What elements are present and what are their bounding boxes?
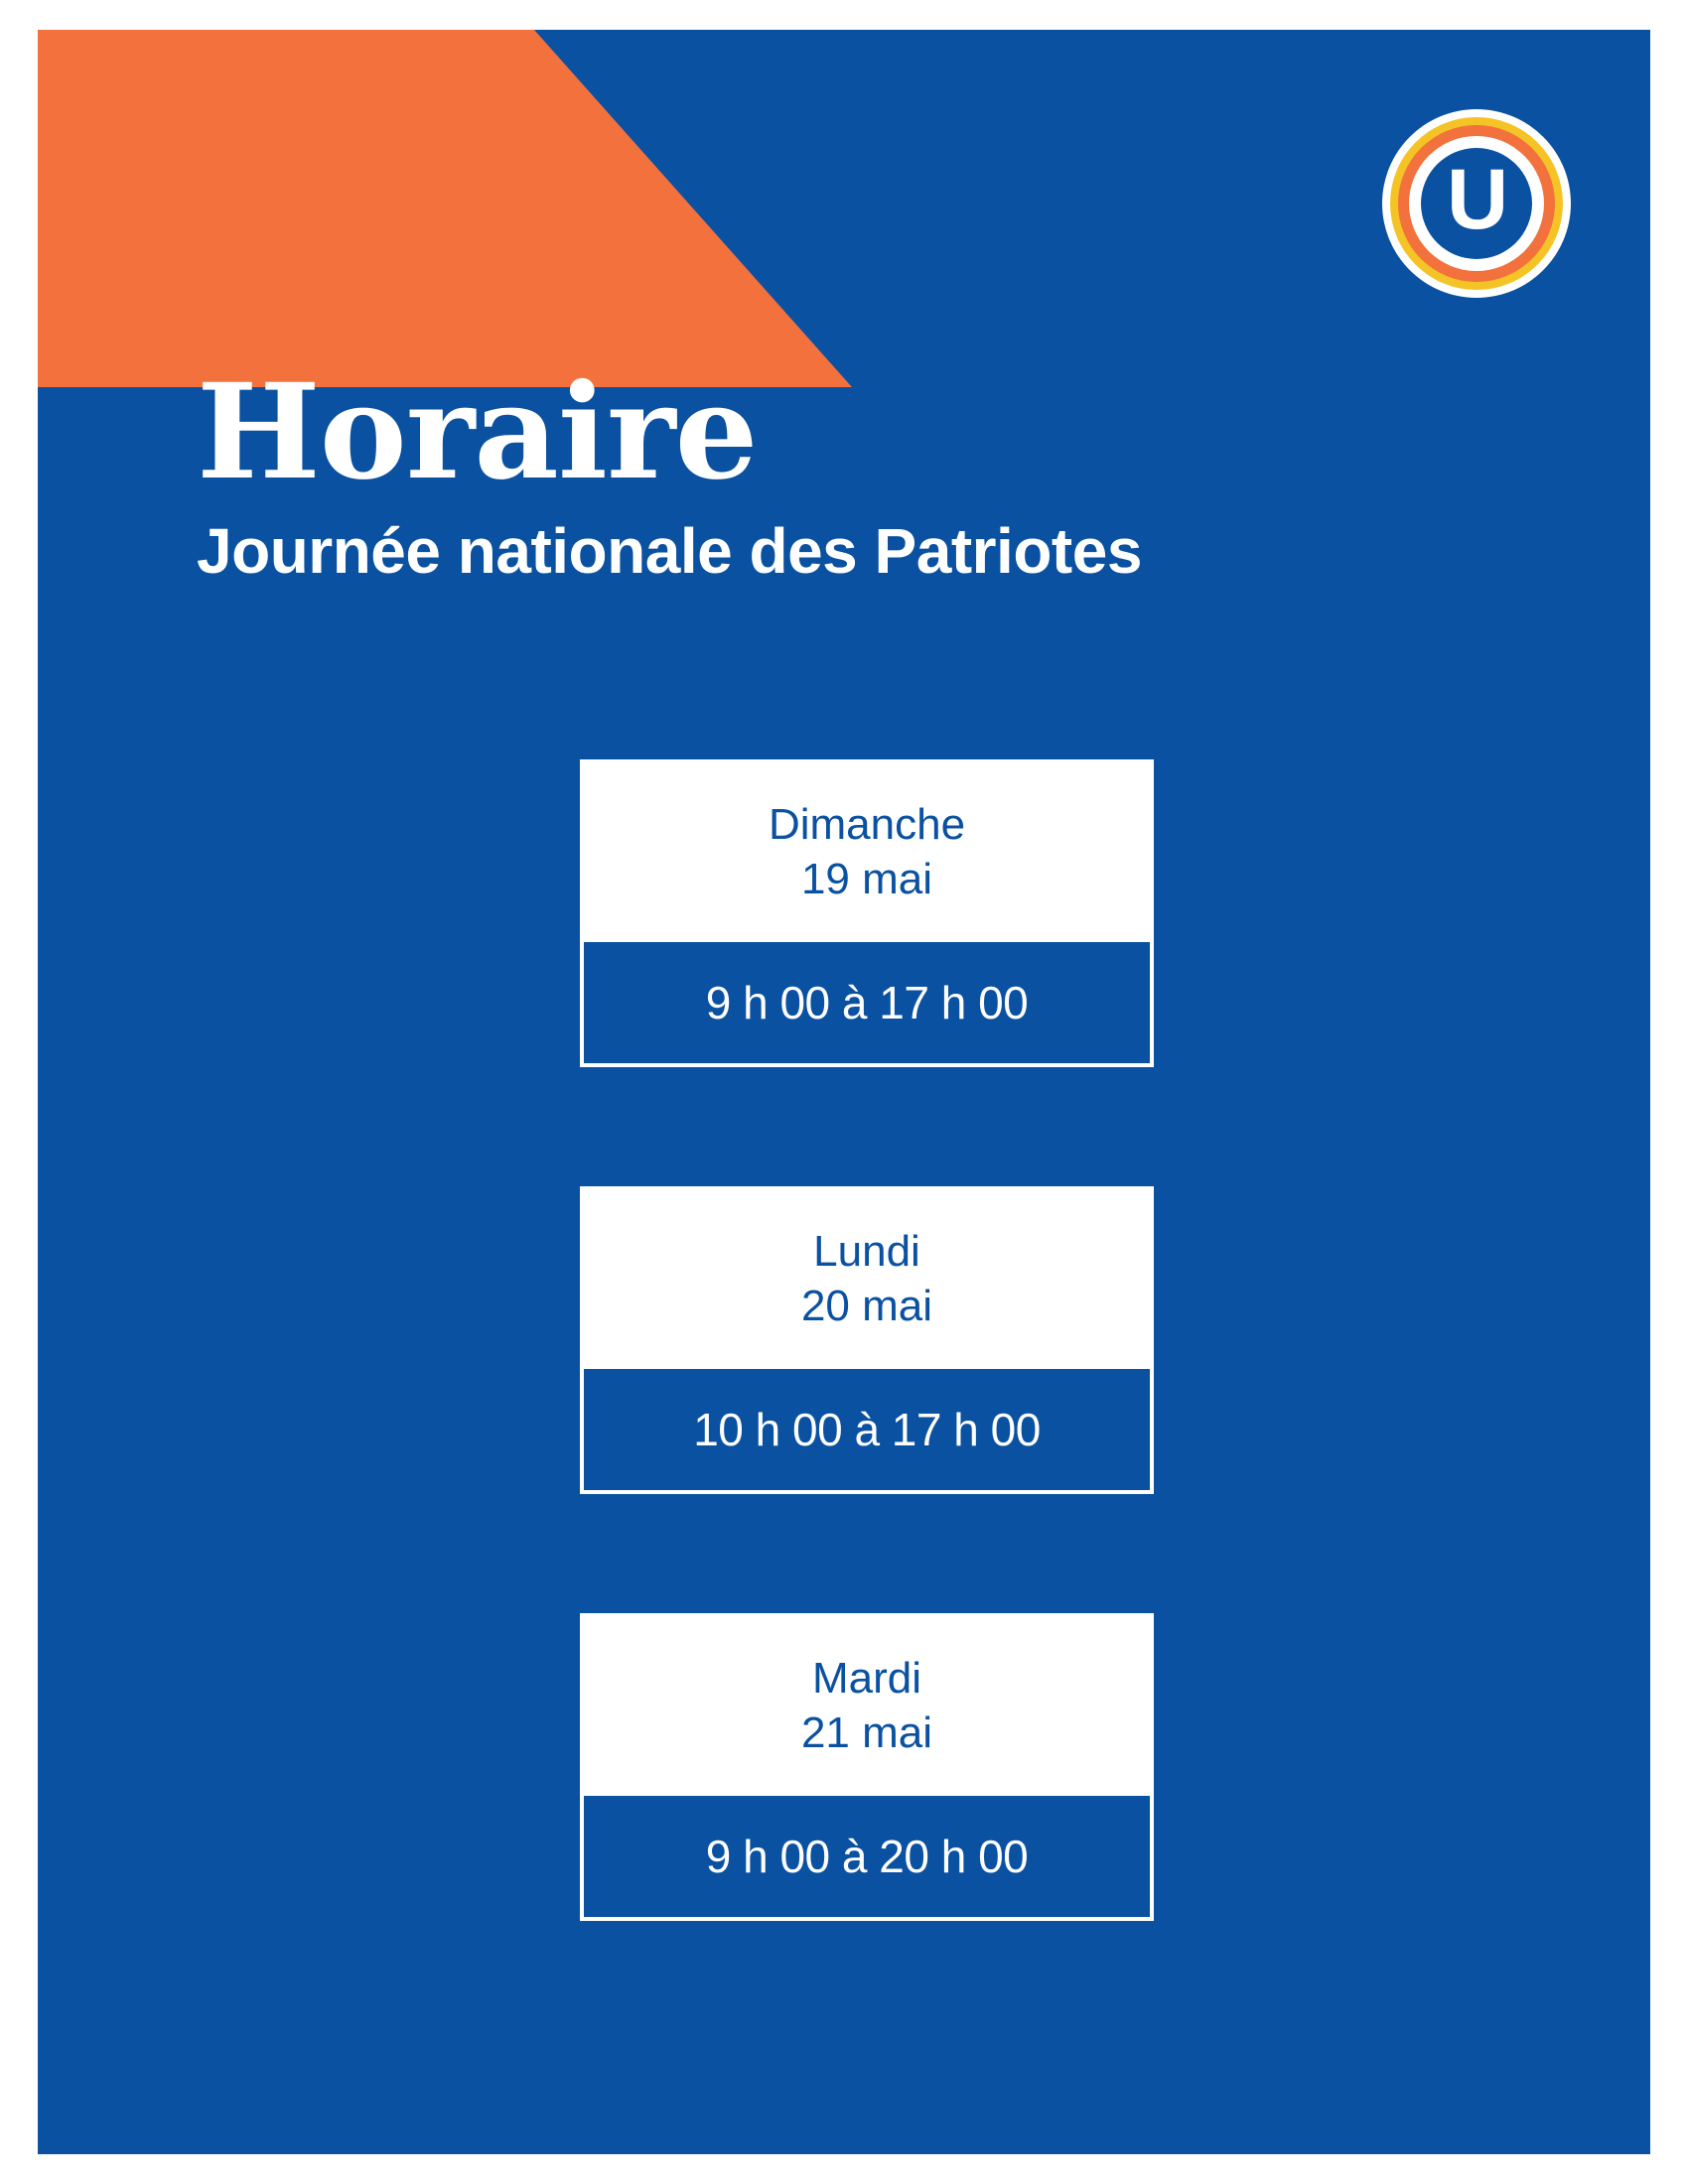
logo-letter: U	[1446, 152, 1507, 247]
universite-logo	[1382, 109, 1571, 298]
title-block	[197, 355, 1487, 587]
schedule-day-header	[580, 1613, 1154, 1796]
schedule-hours: 9 h 00 à 20 h 00	[580, 1796, 1154, 1921]
list-item	[580, 759, 1154, 1067]
day-date: 21 mai	[800, 1708, 933, 1757]
day-name: Dimanche	[768, 800, 966, 849]
orange-corner-decoration	[38, 30, 852, 387]
day-date: 19 mai	[800, 855, 933, 903]
schedule-day-header	[580, 759, 1154, 942]
list-item	[580, 1186, 1154, 1494]
logo-center-disc	[1421, 148, 1532, 259]
schedule-day-header	[580, 1186, 1154, 1369]
day-name: Lundi	[813, 1227, 920, 1276]
day-name: Mardi	[811, 1654, 922, 1703]
schedule-hours: 10 h 00 à 17 h 00	[580, 1369, 1154, 1494]
schedule-hours: 9 h 00 à 17 h 00	[580, 942, 1154, 1067]
list-item	[580, 1613, 1154, 1921]
day-date: 20 mai	[800, 1282, 933, 1330]
schedule-list	[580, 759, 1156, 1921]
page-subtitle: Journée nationale des Patriotes	[197, 515, 1142, 587]
page-title: Horaire	[197, 355, 758, 509]
schedule-poster	[38, 30, 1650, 2154]
